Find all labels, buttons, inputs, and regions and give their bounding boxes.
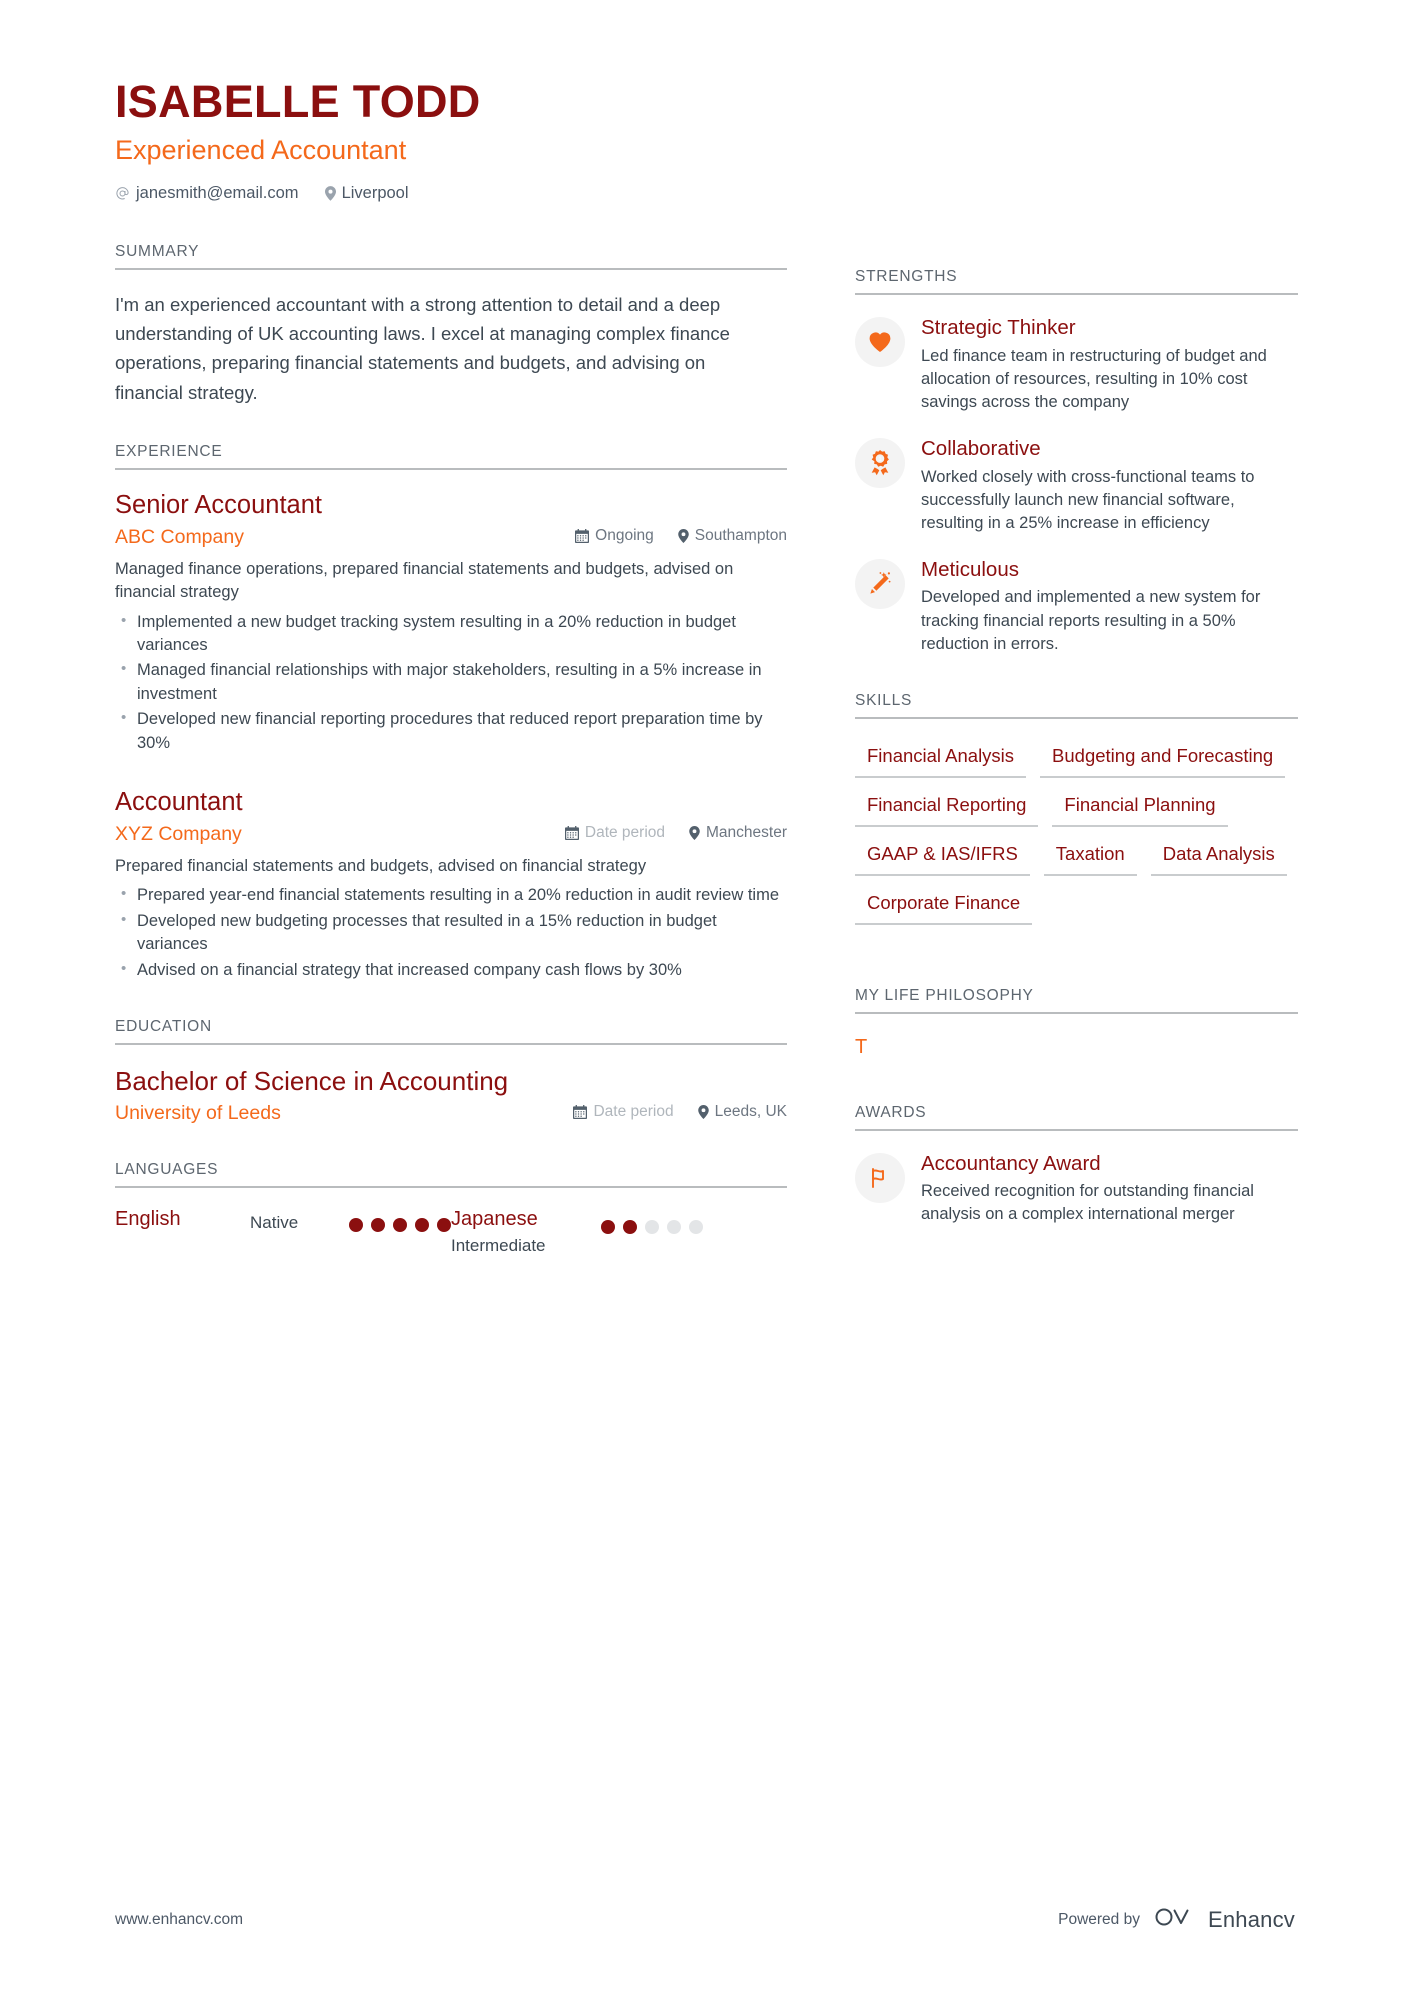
section-strengths xyxy=(855,268,1298,656)
rating-dot xyxy=(415,1218,429,1232)
skill-tag[interactable]: Taxation xyxy=(1044,837,1137,876)
strength-icon-wrap xyxy=(855,438,905,488)
skills-heading: SKILLS xyxy=(855,692,1298,719)
philosophy-heading: MY LIFE PHILOSOPHY xyxy=(855,987,1298,1014)
education-location xyxy=(698,1103,787,1121)
strength-description: Led finance team in restructuring of budget and allocation of resources, resulting in 10% cost savings across the company xyxy=(921,346,1267,411)
language-item xyxy=(451,1208,787,1257)
experience-company: XYZ Company xyxy=(115,822,242,845)
calendar-icon xyxy=(565,826,579,840)
left-column xyxy=(115,78,787,1257)
experience-location xyxy=(689,824,787,842)
experience-bullets xyxy=(115,611,787,756)
section-skills xyxy=(855,692,1298,935)
experience-meta-row xyxy=(115,823,787,846)
experience-location-text: Manchester xyxy=(706,823,787,841)
education-date xyxy=(573,1103,673,1121)
awards-heading: AWARDS xyxy=(855,1104,1298,1131)
experience-description: Managed finance operations, prepared financial statements and budgets, advised on financial strategy xyxy=(115,559,734,602)
rating-dot xyxy=(601,1220,615,1234)
map-pin-icon xyxy=(698,1105,709,1119)
summary-heading: SUMMARY xyxy=(115,243,787,270)
rating-dot xyxy=(371,1218,385,1232)
experience-meta xyxy=(565,824,787,842)
section-education xyxy=(115,1018,787,1125)
magic-wand-icon xyxy=(867,571,893,597)
map-pin-icon xyxy=(325,186,336,201)
section-languages xyxy=(115,1161,787,1257)
strength-icon-wrap xyxy=(855,559,905,609)
award-icon-wrap xyxy=(855,1153,905,1203)
footer-brand-block xyxy=(1058,1904,1295,1935)
section-experience xyxy=(115,443,787,982)
skill-tag[interactable]: Financial Analysis xyxy=(855,739,1026,778)
strength-item xyxy=(855,436,1298,535)
header-block xyxy=(115,78,787,203)
language-level: Native xyxy=(250,1212,299,1232)
section-philosophy xyxy=(855,987,1298,1080)
calendar-icon xyxy=(573,1105,587,1119)
award-ribbon-icon xyxy=(869,450,891,476)
languages-list xyxy=(115,1208,787,1257)
skill-tag[interactable]: Data Analysis xyxy=(1151,837,1287,876)
list-item: • Implemented a new budget tracking system resulting in a 20% reduction in budget variances xyxy=(115,611,787,658)
experience-heading: EXPERIENCE xyxy=(115,443,787,470)
map-pin-icon xyxy=(689,826,700,840)
experience-entry xyxy=(115,490,787,755)
award-description: Received recognition for outstanding financial analysis on a complex international merger xyxy=(921,1182,1254,1224)
experience-title: Accountant xyxy=(115,788,243,817)
heart-icon xyxy=(868,331,892,353)
list-item: • Managed financial relationships with major stakeholders, resulting in a 5% increase in investment xyxy=(115,659,787,706)
rating-dot xyxy=(393,1218,407,1232)
education-date-text: Date period xyxy=(593,1102,674,1120)
footer-url[interactable]: www.enhancv.com xyxy=(115,1910,244,1928)
education-meta-row xyxy=(115,1102,787,1125)
summary-text: I'm an experienced accountant with a strong attention to detail and a deep understanding of UK accounting laws. I excel at managing complex finance operations, preparing financial statements and budgets, and advising on financial strategy. xyxy=(115,293,730,403)
language-level: Intermediate xyxy=(451,1235,546,1255)
flag-icon xyxy=(868,1166,892,1190)
rating-dot xyxy=(349,1218,363,1232)
award-item xyxy=(855,1151,1298,1227)
contact-email-text: janesmith@email.com xyxy=(136,183,299,202)
language-item xyxy=(115,1208,451,1257)
list-item: • Developed new financial reporting procedures that reduced report preparation time by 30% xyxy=(115,708,787,755)
rating-dot xyxy=(689,1220,703,1234)
strength-description: Worked closely with cross-functional teams to successfully launch new financial software, resulting in a 25% increase in efficiency xyxy=(921,467,1255,532)
language-name: English xyxy=(115,1207,181,1230)
section-awards xyxy=(855,1104,1298,1227)
enhancv-logo-icon xyxy=(1154,1904,1198,1935)
brand-name: Enhancv xyxy=(1207,1906,1295,1932)
strength-name: Meticulous xyxy=(921,557,1019,581)
email-at-icon xyxy=(115,186,130,201)
experience-bullets xyxy=(115,884,787,982)
strength-name: Collaborative xyxy=(921,436,1041,460)
svg-text:1: 1 xyxy=(878,456,882,463)
calendar-icon xyxy=(575,529,589,543)
experience-date xyxy=(575,527,654,545)
list-item: • Developed new budgeting processes that resulted in a 15% reduction in budget variances xyxy=(115,910,787,957)
strength-item xyxy=(855,557,1298,656)
contact-location xyxy=(325,184,409,203)
list-item: • Prepared year-end financial statements resulting in a 20% reduction in audit review time xyxy=(115,884,787,907)
rating-dot xyxy=(645,1220,659,1234)
experience-meta-row xyxy=(115,526,787,549)
language-rating xyxy=(601,1208,703,1234)
skill-tag[interactable]: Corporate Finance xyxy=(855,886,1032,925)
right-column xyxy=(855,78,1298,1257)
list-item: • Advised on a financial strategy that increased company cash flows by 30% xyxy=(115,959,787,982)
section-summary xyxy=(115,243,787,407)
strength-icon-wrap xyxy=(855,317,905,367)
language-name: Japanese xyxy=(451,1207,538,1230)
contact-location-text: Liverpool xyxy=(341,183,409,202)
award-name: Accountancy Award xyxy=(921,1151,1101,1175)
philosophy-text[interactable]: T xyxy=(855,1035,868,1058)
education-degree: Bachelor of Science in Accounting xyxy=(115,1066,509,1097)
powered-by-label: Powered by xyxy=(1058,1910,1140,1928)
strength-description: Developed and implemented a new system for tracking financial reports resulting in a 50% reduction in errors. xyxy=(921,588,1261,653)
rating-dot xyxy=(667,1220,681,1234)
education-entry xyxy=(115,1065,787,1125)
strengths-heading: STRENGTHS xyxy=(855,268,1298,295)
contact-email[interactable] xyxy=(115,184,299,203)
rating-dot xyxy=(437,1218,451,1232)
education-school: University of Leeds xyxy=(115,1101,281,1124)
experience-location-text: Southampton xyxy=(694,526,787,544)
page-title: ISABELLE TODD xyxy=(115,76,481,127)
experience-date-text: Ongoing xyxy=(595,526,654,544)
skills-list xyxy=(855,739,1298,935)
rating-dot xyxy=(623,1220,637,1234)
skill-tag[interactable]: Budgeting and Forecasting xyxy=(1040,739,1285,778)
brand xyxy=(1154,1904,1295,1935)
page-footer xyxy=(115,1904,1295,1935)
experience-location xyxy=(678,527,787,545)
education-heading: EDUCATION xyxy=(115,1018,787,1045)
skill-tag[interactable]: Financial Reporting xyxy=(855,788,1038,827)
contact-row xyxy=(115,184,787,203)
education-location-text: Leeds, UK xyxy=(714,1102,787,1120)
experience-title: Senior Accountant xyxy=(115,490,322,519)
experience-date xyxy=(565,824,665,842)
skill-tag[interactable]: Financial Planning xyxy=(1052,788,1227,827)
languages-heading: LANGUAGES xyxy=(115,1161,787,1188)
experience-description: Prepared financial statements and budgets, advised on financial strategy xyxy=(115,856,647,875)
experience-entry xyxy=(115,787,787,982)
experience-company: ABC Company xyxy=(115,525,244,548)
language-rating xyxy=(349,1208,451,1232)
header-job-title: Experienced Accountant xyxy=(115,134,407,165)
experience-date-text: Date period xyxy=(584,823,666,841)
education-meta xyxy=(573,1103,787,1121)
strength-item xyxy=(855,315,1298,414)
experience-meta xyxy=(575,527,787,545)
skill-tag[interactable]: GAAP & IAS/IFRS xyxy=(855,837,1030,876)
strength-name: Strategic Thinker xyxy=(921,316,1076,339)
map-pin-icon xyxy=(678,529,689,543)
